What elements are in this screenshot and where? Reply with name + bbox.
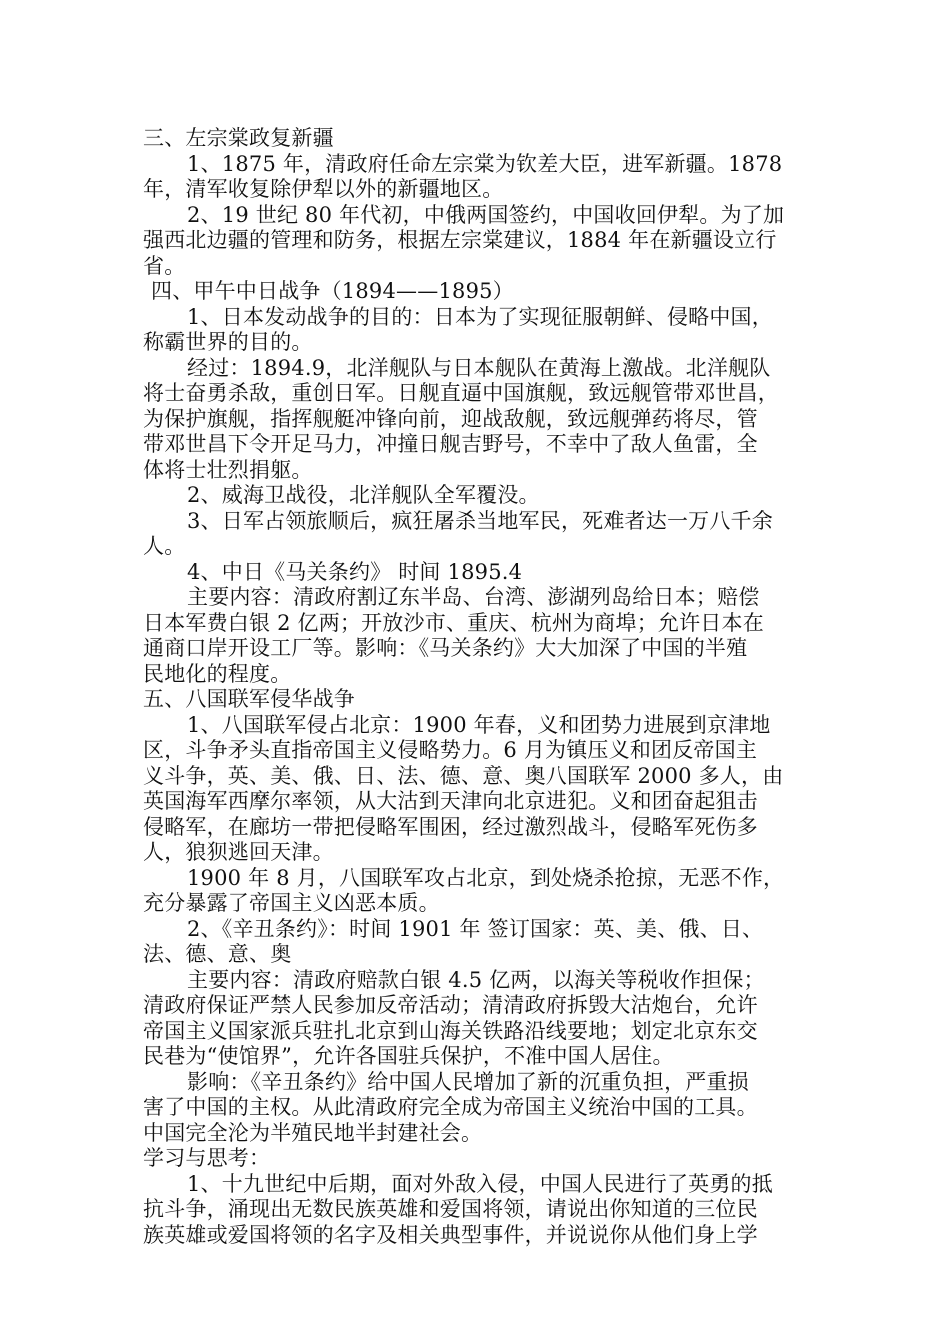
paragraph-line: 通商口岸开设工厂等。影响：《马关条约》大大加深了中国的半殖 [143,636,748,660]
paragraph-line: 体将士壮烈捐躯。 [143,457,313,482]
paragraph-line: 侵略军，在廊坊一带把侵略军围困，经过激烈战斗，侵略军死伤多 [143,814,758,839]
paragraph-line: 2、威海卫战役，北洋舰队全军覆没。 [187,483,540,507]
paragraph-line: 1900 年 8 月，八国联军攻占北京，到处烧杀抢掠，无恶不作， [187,865,785,890]
paragraph-line: 人。 [143,534,186,558]
paragraph-line: 主要内容：清政府割辽东半岛、台湾、澎湖列岛给日本；赔偿 [187,585,760,609]
paragraph-line: 中国完全沦为半殖民地半封建社会。 [143,1120,483,1145]
paragraph-line: 4、中日《马关条约》 时间 1895.4 [187,559,523,584]
paragraph-line: 害了中国的主权。从此清政府完全成为帝国主义统治中国的工具。 [143,1095,758,1119]
study-heading: 学习与思考： [143,1146,271,1170]
paragraph-line: 为保护旗舰，指挥舰艇冲锋向前，迎战敌舰，致远舰弹药将尽，管 [143,406,758,431]
paragraph-line: 将士奋勇杀敌，重创日军。日舰直逼中国旗舰，致远舰管带邓世昌， [143,381,779,405]
paragraph-line: 3、日军占领旅顺后，疯狂屠杀当地军民，死难者达一万八千余 [187,508,773,533]
paragraph-line: 民巷为“使馆界”，允许各国驻兵保护，不准中国人居住。 [143,1044,674,1068]
paragraph-line: 强西北边疆的管理和防务，根据左宗棠建议，1884 年在新疆设立行 [143,228,777,252]
section-heading-5: 五、八国联军侵华战争 [143,687,355,711]
paragraph-line: 充分暴露了帝国主义凶恶本质。 [143,891,440,915]
paragraph-line: 带邓世昌下令开足马力，冲撞日舰吉野号，不幸中了敌人鱼雷，全 [143,432,758,456]
paragraph-line: 帝国主义国家派兵驻扎北京到山海关铁路沿线要地；划定北京东交 [143,1018,758,1043]
paragraph-line: 人，狼狈逃回天津。 [143,840,334,864]
paragraph-line: 影响：《辛丑条约》给中国人民增加了新的沉重负担，严重损 [187,1069,749,1094]
paragraph-line: 1、1875 年，清政府任命左宗棠为钦差大臣，进军新疆。1878 [187,151,783,176]
paragraph-line: 族英雄或爱国将领的名字及相关典型事件，并说说你从他们身上学 [143,1222,758,1247]
paragraph-line: 义斗争，英、美、俄、日、法、德、意、奥八国联军 2000 多人，由 [143,763,784,788]
paragraph-line: 1、日本发动战争的目的：日本为了实现征服朝鲜、侵略中国， [187,304,773,329]
paragraph-line: 区，斗争矛头直指帝国主义侵略势力。6 月为镇压义和团反帝国主 [143,738,758,762]
section-heading-3: 三、左宗棠政复新疆 [143,126,334,150]
document-body [143,126,833,1248]
paragraph-line: 2、《辛丑条约》：时间 1901 年 签订国家：英、美、俄、日、 [187,916,764,941]
paragraph-line: 年，清军收复除伊犁以外的新疆地区。 [143,177,504,201]
paragraph-line: 清政府保证严禁人民参加反帝活动；清清政府拆毁大沽炮台，允许 [143,993,758,1017]
paragraph-line: 民地化的程度。 [143,661,292,686]
paragraph-line: 抗斗争，涌现出无数民族英雄和爱国将领，请说出你知道的三位民 [143,1197,758,1221]
paragraph-line: 1、十九世纪中后期，面对外敌入侵，中国人民进行了英勇的抵 [187,1171,773,1196]
paragraph-line: 英国海军西摩尔率领，从大沽到天津向北京进犯。义和团奋起狙击 [143,789,758,813]
paragraph-line: 主要内容：清政府赔款白银 4.5 亿两，以海关等税收作担保； [187,967,765,992]
paragraph-line: 2、19 世纪 80 年代初，中俄两国签约，中国收回伊犁。为了加 [187,202,785,227]
section-heading-4: 四、甲午中日战争（1894——1895） [151,279,514,303]
paragraph-line: 1、八国联军侵占北京：1900 年春，义和团势力进展到京津地 [187,712,771,737]
paragraph-line: 日本军费白银 2 亿两；开放沙市、重庆、杭州为商埠；允许日本在 [143,610,764,635]
paragraph-line: 经过：1894.9，北洋舰队与日本舰队在黄海上激战。北洋舰队 [187,355,771,380]
paragraph-line: 称霸世界的目的。 [143,330,313,354]
paragraph-line: 省。 [143,253,186,278]
paragraph-line: 法、德、意、奥 [143,942,292,966]
